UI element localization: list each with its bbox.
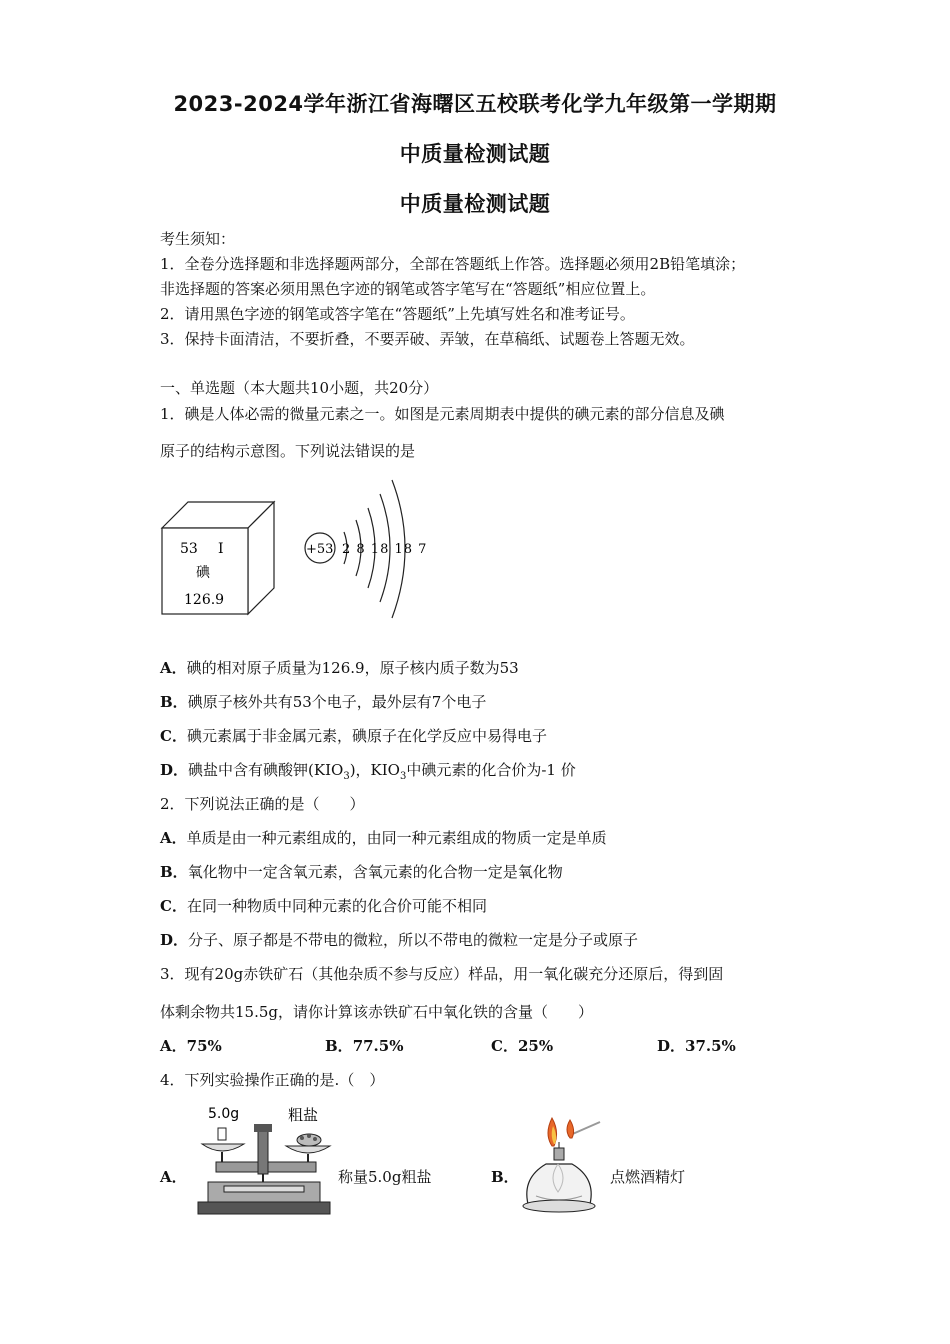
balance-scale-figure [194, 1100, 334, 1218]
q2-option-b[interactable] [160, 861, 563, 882]
option-letter: C． [160, 897, 187, 915]
option-text: 在同一种物质中同种元素的化合价可能不相同 [186, 897, 487, 915]
option-text: 75% [186, 1037, 222, 1055]
q1-option-d[interactable] [160, 759, 576, 782]
option-text: 碘盐中含有碘酸钾$(KIO_3)$，$KIO_3$中碘元素的化合价为-1 价 [188, 761, 576, 782]
notice-item-1-cont: 非选择题的答案必须用黑色字迹的钢笔或答字笔写在“答题纸”相应位置上。 [160, 280, 656, 298]
q2-stem: 2．下列说法正确的是（ ） [160, 795, 365, 813]
q1-stem-line1: 1．碘是人体必需的微量元素之一。如图是元素周期表中提供的碘元素的部分信息及碘 [160, 405, 725, 423]
option-letter: A． [160, 659, 187, 677]
q3-option-a[interactable] [160, 1035, 222, 1056]
option-text: 单质是由一种元素组成的，由同一种元素组成的物质一定是单质 [186, 829, 607, 847]
notice-item-3: 3．保持卡面清洁，不要折叠，不要弄破、弄皱，在草稿纸、试题卷上答题无效。 [160, 330, 695, 348]
exam-title-line1: 2023-2024学年浙江省海曙区五校联考化学九年级第一学期期 [173, 92, 777, 116]
alcohol-lamp-figure [518, 1108, 608, 1218]
option-letter: C． [491, 1037, 518, 1055]
q1-stem-line2: 原子的结构示意图。下列说法错误的是 [160, 442, 416, 460]
q1-option-b[interactable] [160, 691, 486, 712]
q4-option-b-letter[interactable]: B． [491, 1168, 519, 1186]
q4-stem: 4．下列实验操作正确的是.（ ） [160, 1071, 385, 1089]
option-letter: D． [160, 761, 189, 779]
q4-option-a-caption: 称量5.0g粗盐 [338, 1168, 432, 1186]
option-text: 37.5% [685, 1037, 736, 1055]
q2-option-d[interactable] [160, 929, 638, 950]
notice-item-2: 2．请用黑色字迹的钢笔或答字笔在“答题纸”上先填写姓名和准考证号。 [160, 305, 635, 323]
option-letter: D． [160, 931, 189, 949]
option-text: 分子、原子都是不带电的微粒，所以不带电的微粒一定是分子或原子 [188, 931, 639, 949]
q1-option-c[interactable] [160, 725, 547, 746]
q3-option-b[interactable] [325, 1035, 403, 1056]
option-text: 碘原子核外共有53个电子，最外层有7个电子 [187, 693, 487, 711]
q3-stem-line1: 3．现有20g赤铁矿石（其他杂质不参与反应）样品，用一氧化碳充分还原后，得到固 [160, 965, 724, 983]
option-letter: B． [160, 693, 188, 711]
iodine-atom-structure-figure [298, 472, 428, 630]
q3-stem-line2: 体剩余物共15.5g，请你计算该赤铁矿石中氧化铁的含量（ ） [160, 1003, 594, 1021]
notice-item-1: 1．全卷分选择题和非选择题两部分，全部在答题纸上作答。选择题必须用2B铅笔填涂； [160, 255, 746, 273]
exam-title-line2: 中质量检测试题 [399, 142, 551, 166]
option-letter: A． [160, 1037, 187, 1055]
q4-option-b-caption: 点燃酒精灯 [610, 1168, 686, 1186]
q4-option-a-letter[interactable]: A． [160, 1168, 187, 1186]
q2-option-a[interactable] [160, 827, 607, 848]
option-letter: D． [657, 1037, 686, 1055]
salt-label: 粗盐 [288, 1106, 319, 1124]
q3-option-d[interactable] [657, 1035, 736, 1056]
q3-option-c[interactable] [491, 1035, 553, 1056]
option-text: 25% [517, 1037, 554, 1055]
q2-option-c[interactable] [160, 895, 487, 916]
option-text: 氧化物中一定含氧元素，含氧元素的化合物一定是氧化物 [187, 863, 563, 881]
element-symbol: I [218, 541, 224, 557]
option-letter: A． [160, 829, 187, 847]
option-letter: B． [160, 863, 188, 881]
section-heading: 一、单选题（本大题共10小题，共20分） [160, 379, 439, 397]
q1-option-a[interactable] [160, 657, 519, 678]
iodine-element-cell-figure [160, 500, 280, 618]
exam-title-line3: 中质量检测试题 [399, 192, 551, 216]
option-letter: B． [325, 1037, 353, 1055]
nucleus-charge: +53 [306, 542, 334, 557]
option-text: 77.5% [352, 1037, 404, 1055]
atomic-number: 53 [180, 541, 198, 557]
notice-heading: 考生须知： [160, 230, 236, 248]
atomic-mass: 126.9 [184, 592, 225, 608]
weight-label: 5.0g [208, 1106, 240, 1122]
electron-shells: 2 8 18 18 7 [342, 542, 428, 557]
option-text: 碘的相对原子质量为126.9，原子核内质子数为53 [186, 659, 519, 677]
option-text: 碘元素属于非金属元素，碘原子在化学反应中易得电子 [186, 727, 547, 745]
element-name: 碘 [196, 565, 210, 581]
option-letter: C． [160, 727, 187, 745]
